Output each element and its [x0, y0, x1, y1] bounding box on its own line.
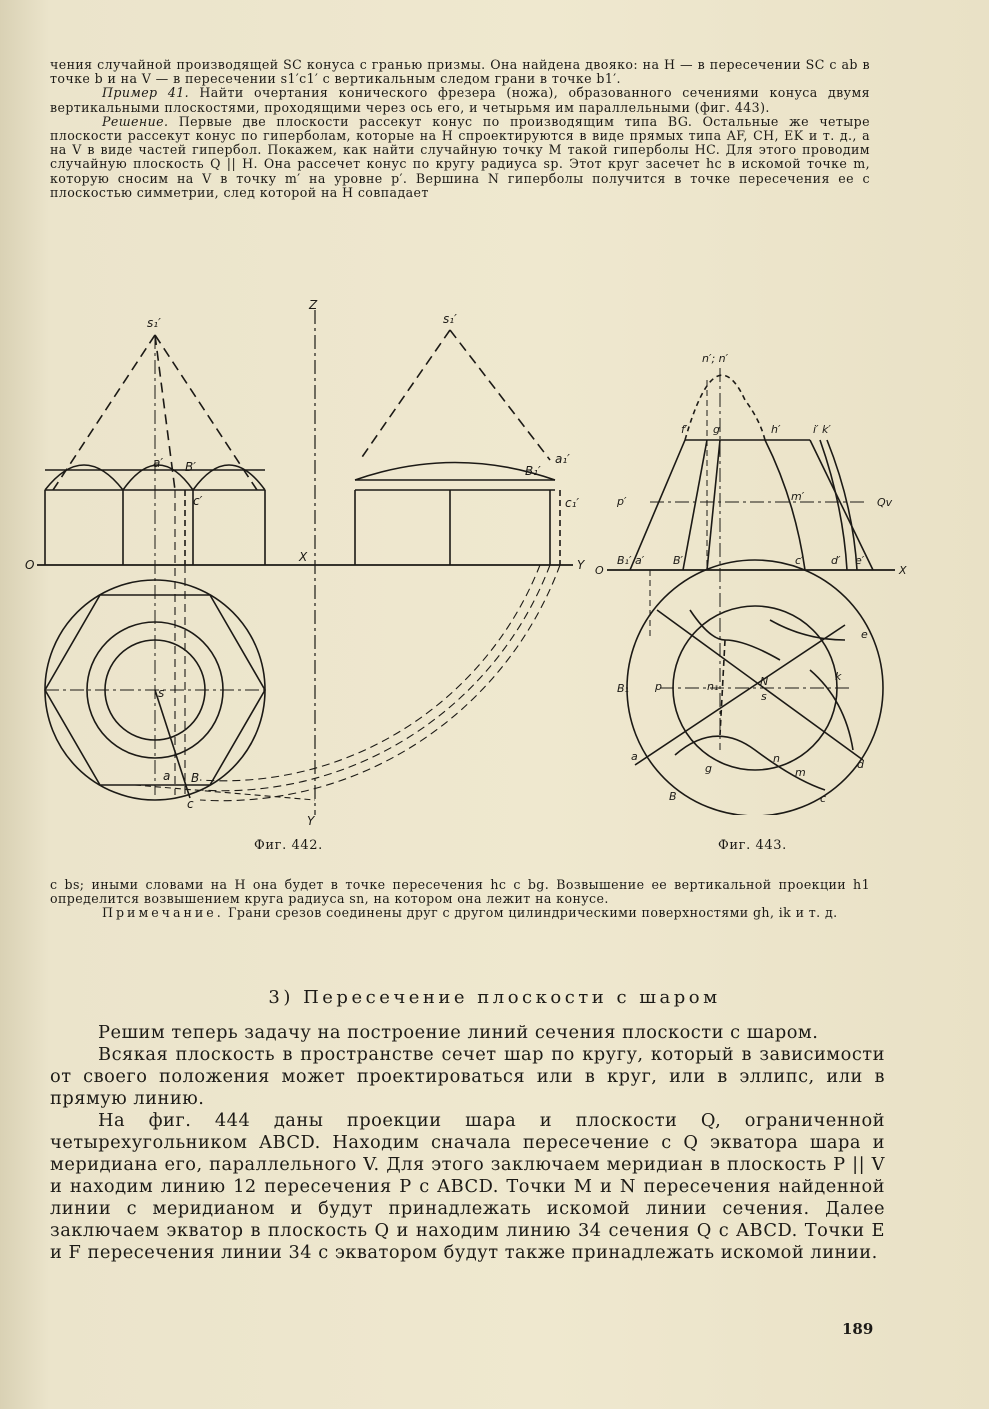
- body-text: [50, 1022, 885, 1264]
- label-h: h′: [771, 423, 781, 436]
- label-c1: c′: [193, 494, 203, 508]
- label-c443: c: [820, 792, 827, 805]
- label-n2: n: [773, 752, 780, 765]
- label-m443: m: [795, 766, 806, 779]
- label-s443: s: [761, 690, 767, 703]
- figure-442: [25, 295, 595, 830]
- label-p1: p′: [617, 495, 627, 508]
- example-text: Найти очертания конического фрезера (ножа), образованного сечениями конуса двумя вертикальными плоскостями, проходящими через ось его, и четырьмя им параллельными (фиг. 443).: [50, 85, 870, 115]
- label-y-right: Y: [577, 558, 585, 572]
- label-o443: O: [595, 564, 604, 577]
- page-number: 189: [842, 1320, 874, 1338]
- label-x443: X: [899, 564, 907, 577]
- solution-text: Первые две плоскости рассекут конус по производящим типа BG. Остальные же четыре плоскости рассекут конус по гиперболам, которые на H спроектируются в виде прямых типа AF, CH, EK и т. д., а на V в виде частей гипербол. Покажем, как найти случайную точку M такой гиперболы HC. Для этого проводим случайную плоскость Q || H. Она рассечет конус по кругу радиуса sp. Этот круг засечет hc в искомой точке m, которую сносим на V в точку m′ на уровне p′. Вершина N гиперболы получится в точке пересечения ее с плоскостью симметрии, след которой на H совпадает: [50, 113, 870, 200]
- label-s: s: [158, 686, 165, 700]
- figure-443: [595, 340, 925, 815]
- label-b1h: B₁: [617, 682, 629, 695]
- label-b443: B: [669, 790, 677, 803]
- label-s1-right: s₁′: [443, 312, 457, 326]
- label-b1: B′: [185, 460, 196, 474]
- label-f: f′: [681, 423, 688, 436]
- label-s1-left: s₁′: [147, 316, 161, 330]
- label-a443: a: [631, 750, 638, 763]
- label-e: e: [861, 628, 868, 641]
- paragraph-after-fig: с bs; иными словами на H она будет в точке пересечения hc с bg. Возвышение ее вертикальной проекции h1 определится возвышением круга радиуса sn, на котором она лежит на конусе.: [50, 877, 870, 907]
- note-label: Примечание.: [102, 905, 224, 921]
- after-figure-text: [50, 878, 870, 921]
- label-y-bottom: Y: [307, 814, 315, 828]
- label-e1p: e′: [855, 554, 865, 567]
- label-d443: d: [857, 758, 864, 771]
- label-p: p: [655, 680, 662, 693]
- paragraph-solution: [50, 115, 870, 200]
- label-ik: i′ k′: [813, 423, 831, 436]
- body-paragraph-2: Всякая плоскость в пространстве сечет шар по кругу, который в зависимости от своего положения может проектироваться или в круг, или в эллипс, или в прямую линию.: [50, 1044, 885, 1109]
- label-n1: n₁: [707, 680, 719, 693]
- example-label: Пример 41.: [102, 85, 190, 101]
- paragraph-example-41: [50, 86, 870, 114]
- label-a1: a′: [153, 456, 164, 470]
- label-c1r: c₁′: [565, 496, 580, 510]
- label-x: X: [299, 550, 308, 564]
- paragraph-intro: чения случайной производящей SC конуса с гранью призмы. Она найдена двояко: на H — в пересечении SC с ab в точке b и на V — в пересечении s1′c1′ с вертикальным следом грани в точке b1′.: [50, 57, 870, 87]
- section-heading: 3) Пересечение плоскости с шаром: [268, 987, 721, 1008]
- label-b2p: B′: [673, 554, 684, 567]
- label-b1p: B₁′: [617, 554, 632, 567]
- label-qv: Qv: [877, 496, 893, 509]
- label-b: B: [191, 771, 200, 785]
- caption-442: Фиг. 442.: [254, 838, 323, 853]
- label-b1r: B₁′: [525, 464, 541, 478]
- top-text-block: [50, 58, 870, 200]
- label-z: Z: [309, 298, 318, 312]
- label-n-cap: N: [760, 675, 769, 688]
- paragraph-note: [50, 906, 870, 920]
- label-g: g: [713, 423, 720, 436]
- label-c: c: [187, 797, 194, 811]
- solution-label: Решение.: [102, 113, 169, 129]
- label-a1p: a′: [635, 554, 645, 567]
- label-g443: g: [705, 762, 712, 775]
- label-n-prime: n′; n′: [702, 352, 729, 365]
- label-k: k: [835, 670, 842, 683]
- label-d1p: d′: [831, 554, 841, 567]
- body-paragraph-3: На фиг. 444 даны проекции шара и плоскости Q, ограниченной четырехугольником ABCD. Находим сначала пересечение с Q экватора шара и меридиана его, параллельного V. Для этого заключаем меридиан в плоскость P || V и находим линию 12 пересечения P с ABCD. Точки M и N пересечения найденной линии с меридианом и будут принадлежать искомой линии сечения. Далее заключаем экватор в плоскость Q и находим линию 34 сечения Q с ABCD. Точки E и F пересечения линии 34 с экватором будут также принадлежать искомой линии.: [50, 1110, 885, 1263]
- body-paragraph-1: Решим теперь задачу на построение линий сечения плоскости с шаром.: [98, 1022, 819, 1043]
- label-c1p: c′: [795, 554, 804, 567]
- label-a1r: a₁′: [555, 452, 570, 466]
- label-m1: m′: [791, 490, 805, 503]
- label-o: O: [25, 558, 35, 572]
- label-a: a: [163, 769, 171, 783]
- caption-443: Фиг. 443.: [718, 838, 787, 853]
- note-text: Грани срезов соединены друг с другом цилиндрическими поверхностями gh, ik и т. д.: [228, 905, 838, 921]
